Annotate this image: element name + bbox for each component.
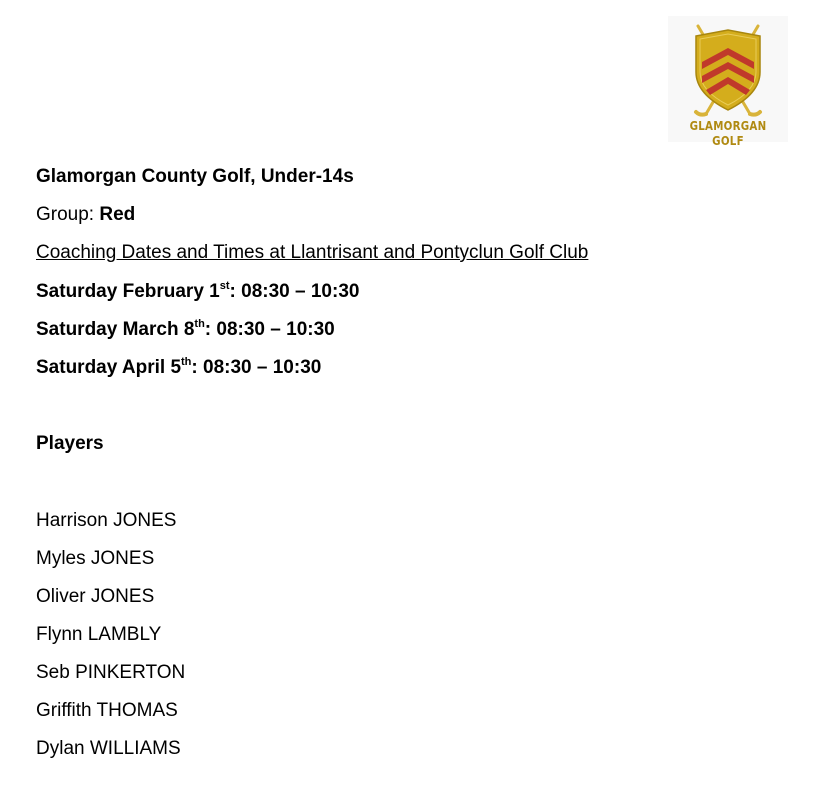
session-time: : 08:30 – 10:30 (191, 357, 322, 378)
session-suffix: th (194, 318, 205, 330)
session-suffix: st (219, 280, 230, 292)
coaching-title: Coaching Dates and Times at Llantrisant and Pontyclun Golf Club (36, 242, 589, 263)
session-day: Saturday April 5 (36, 357, 182, 378)
player-name: Harrison JONES (36, 510, 177, 531)
player-name: Oliver JONES (36, 586, 155, 607)
session-line (36, 319, 335, 341)
session-time: : 08:30 – 10:30 (229, 281, 360, 302)
group-label: Group: (36, 204, 95, 225)
session-line (36, 357, 321, 379)
group-line (36, 204, 135, 226)
session-day: Saturday March 8 (36, 319, 195, 340)
logo-text: GLAMORGAN GOLF (689, 118, 767, 148)
player-name: Griffith THOMAS (36, 700, 178, 721)
player-name: Flynn LAMBLY (36, 624, 162, 645)
session-line (36, 281, 359, 303)
glamorgan-golf-logo (668, 16, 788, 148)
player-name: Myles JONES (36, 548, 155, 569)
player-name: Seb PINKERTON (36, 662, 186, 683)
session-day: Saturday February 1 (36, 281, 220, 302)
document-heading: Glamorgan County Golf, Under-14s (36, 166, 354, 187)
player-name: Dylan WILLIAMS (36, 738, 181, 759)
group-value: Red (99, 204, 136, 225)
golf-shield-icon (688, 22, 768, 126)
players-heading: Players (36, 433, 104, 454)
session-time: : 08:30 – 10:30 (204, 319, 335, 340)
session-suffix: th (181, 356, 192, 368)
